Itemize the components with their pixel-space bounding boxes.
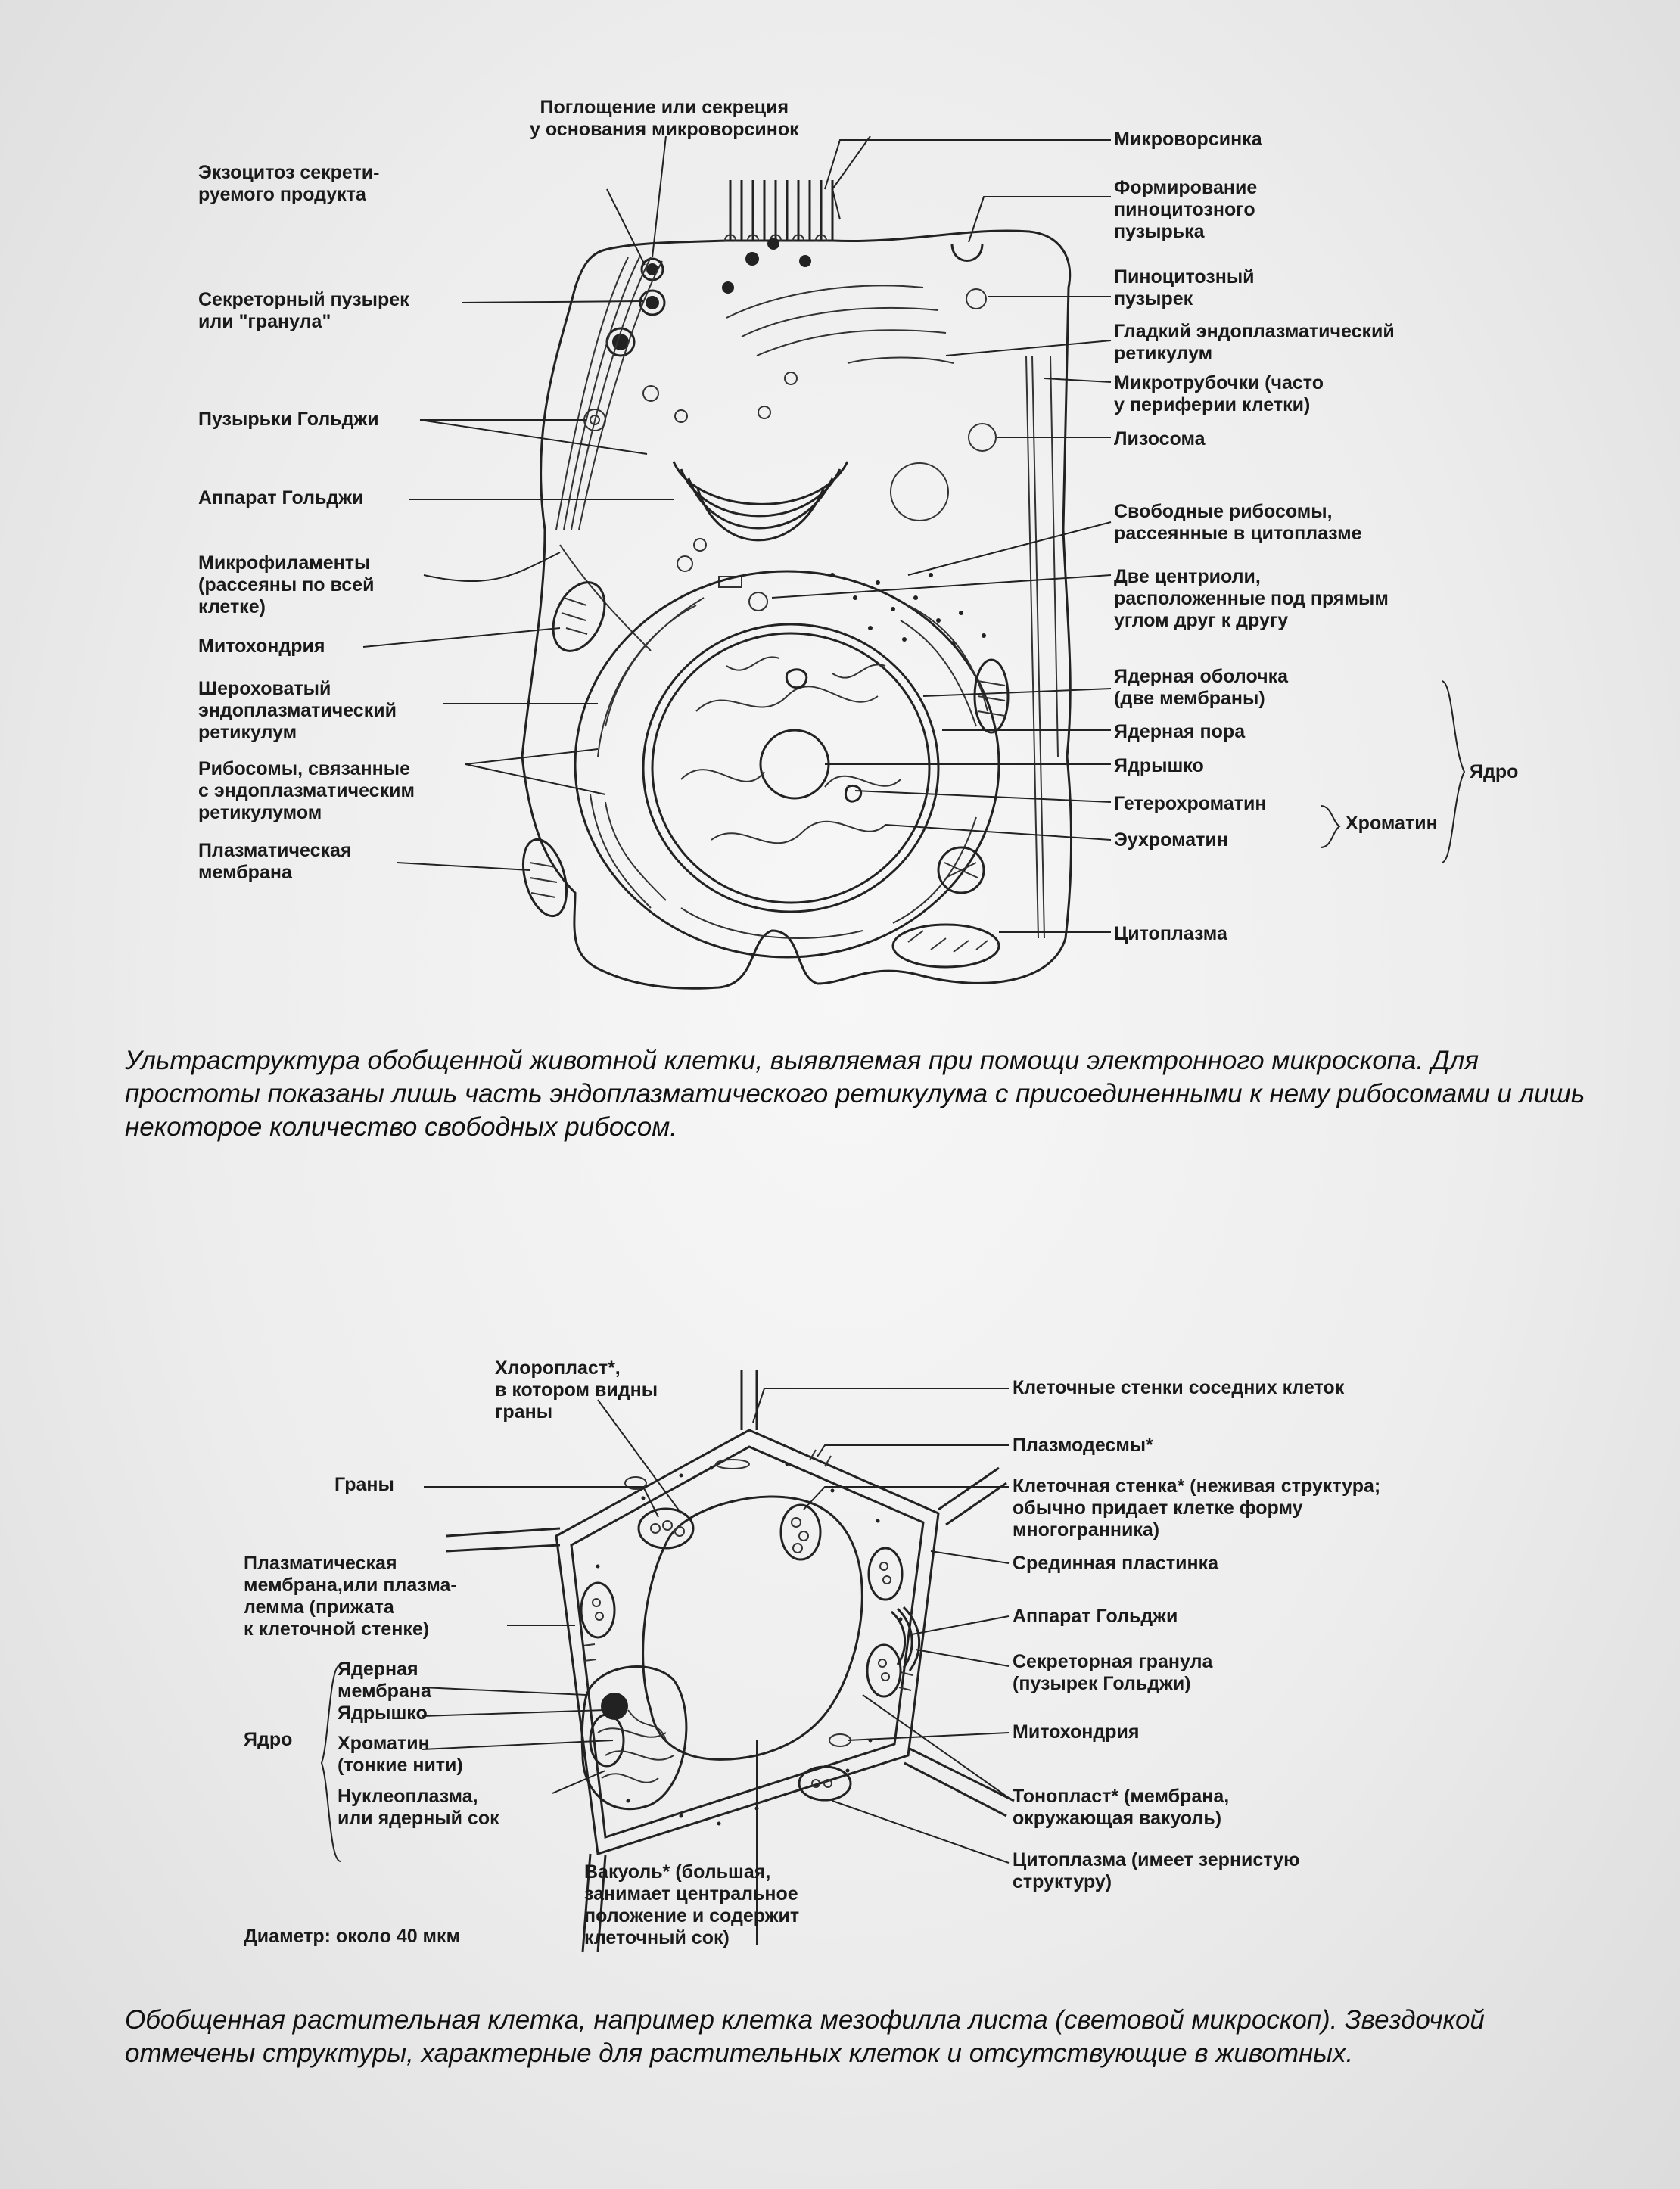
label-tonoplast: Тонопласт* (мембрана, окружающая вакуоль) [1013,1786,1230,1829]
label-plant-plasma-membrane: Плазматическая мембрана,или плазма- лемма (прижата к клеточной стенке) [244,1553,457,1640]
label-plant-nucleolus: Ядрышко [338,1702,428,1724]
label-smooth-er: Гладкий эндоплазматический ретикулум [1114,321,1395,364]
label-rough-er: Шероховатый эндоплазматический ретикулум [198,678,397,743]
label-nuclear-envelope: Ядерная оболочка (две мембраны) [1114,666,1289,709]
plant-mitochondria [625,1460,851,1746]
label-diameter: Диаметр: около 40 мкм [244,1926,461,1947]
smooth-er [726,285,954,363]
plant-caption: Обобщенная растительная клетка, например клетка мезофилла листа (световой микроскоп). Звездочкой отмечены структуры, характерные для растительных клеток и отсутствующие в животных. [125,2005,1485,2068]
label-microfilaments: Микрофиламенты (рассеяны по всей клетке) [198,552,375,617]
label-plant-mitochondrion: Митохондрия [1013,1721,1140,1743]
label-plant-nucleus: Ядро [244,1729,293,1750]
label-pinocytic-vesicle: Пиноцитозный пузырек [1114,266,1255,309]
label-vacuole: Вакуоль* (большая, занимает центральное положение и содержит клеточный сок) [584,1861,800,1948]
centrioles [719,577,767,611]
label-centrioles: Две центриоли, расположенные под прямым углом друг к другу [1114,566,1389,631]
label-microtubules: Микротрубочки (часто у периферии клетки) [1114,372,1324,415]
label-golgi-apparatus: Аппарат Гольджи [198,487,364,508]
label-nucleus: Ядро [1470,761,1519,782]
plant-nucleus [582,1667,686,1809]
label-free-ribosomes: Свободные рибосомы, рассеянные в цитоплазме [1114,501,1362,544]
label-mitochondrion: Митохондрия [198,636,325,657]
label-nucleolus: Ядрышко [1114,755,1204,776]
label-pinocytic-forming: Формирование пиноцитозного пузырька [1114,177,1258,242]
plant-cell-wall-outer [556,1430,938,1854]
label-cytoplasm: Цитоплазма [1114,923,1227,944]
label-chromatin: Хроматин [1346,813,1438,834]
label-plant-golgi: Аппарат Гольджи [1013,1606,1178,1627]
label-heterochromatin: Гетерохроматин [1114,793,1267,814]
label-secretory-granule: Секреторная гранула (пузырек Гольджи) [1013,1651,1213,1694]
plasmodesmata [583,1450,913,1690]
label-neighbor-walls: Клеточные стенки соседних клеток [1013,1377,1345,1398]
free-ribosomes [830,573,986,645]
vacuole-tonoplast [643,1497,863,1759]
microvilli [725,180,832,241]
label-nucleoplasm: Нуклеоплазма, или ядерный сок [338,1786,499,1829]
label-plasmodesmata: Плазмодесмы* [1013,1435,1153,1456]
label-chloroplast: Хлоропласт*, в котором видны граны [495,1357,658,1423]
lysosomes [758,372,996,521]
label-middle-lamella: Срединная пластинка [1013,1553,1219,1574]
label-grana: Граны [334,1474,394,1495]
label-absorption: Поглощение или секреция у основания микроворсинок [530,97,799,140]
label-microvillus: Микроворсинка [1114,129,1262,150]
plant-cell-diagram [0,1347,1680,1982]
label-nuclear-pore: Ядерная пора [1114,721,1246,742]
label-bound-ribosomes: Рибосомы, связанные с эндоплазматическим ретикулумом [198,758,415,823]
label-lysosome: Лизосома [1114,428,1206,449]
label-secretory-vesicle: Секреторный пузырек или "гранула" [198,289,409,332]
plant-cell-wall-inner [571,1447,923,1837]
label-plant-chromatin: Хроматин (тонкие нити) [338,1733,463,1776]
label-golgi-vesicles: Пузырьки Гольджи [198,409,379,430]
label-plasma-membrane: Плазматическая мембрана [198,840,352,883]
secretory-granules [607,238,811,356]
pinocytic-vesicles [952,244,986,309]
label-euchromatin: Эухроматин [1114,829,1228,850]
label-cell-wall: Клеточная стенка* (неживая структура; обычно придает клетке форму многогранника) [1013,1475,1381,1541]
animal-caption: Ультраструктура обобщенной животной клетки, выявляемая при помощи электронного микроскопа. Для простоты показаны лишь часть эндоплазматического ретикулума с присоединенными к нему рибосомами и лишь некоторое количество свободных рибосом. [125,1046,1585,1142]
label-plant-cytoplasm: Цитоплазма (имеет зернистую структуру) [1013,1849,1300,1892]
microtubules [1026,356,1058,938]
golgi-apparatus [674,462,848,540]
label-nuclear-membrane: Ядерная мембрана [338,1659,431,1702]
label-exocytosis: Экзоцитоз секрети- руемого продукта [198,162,380,205]
